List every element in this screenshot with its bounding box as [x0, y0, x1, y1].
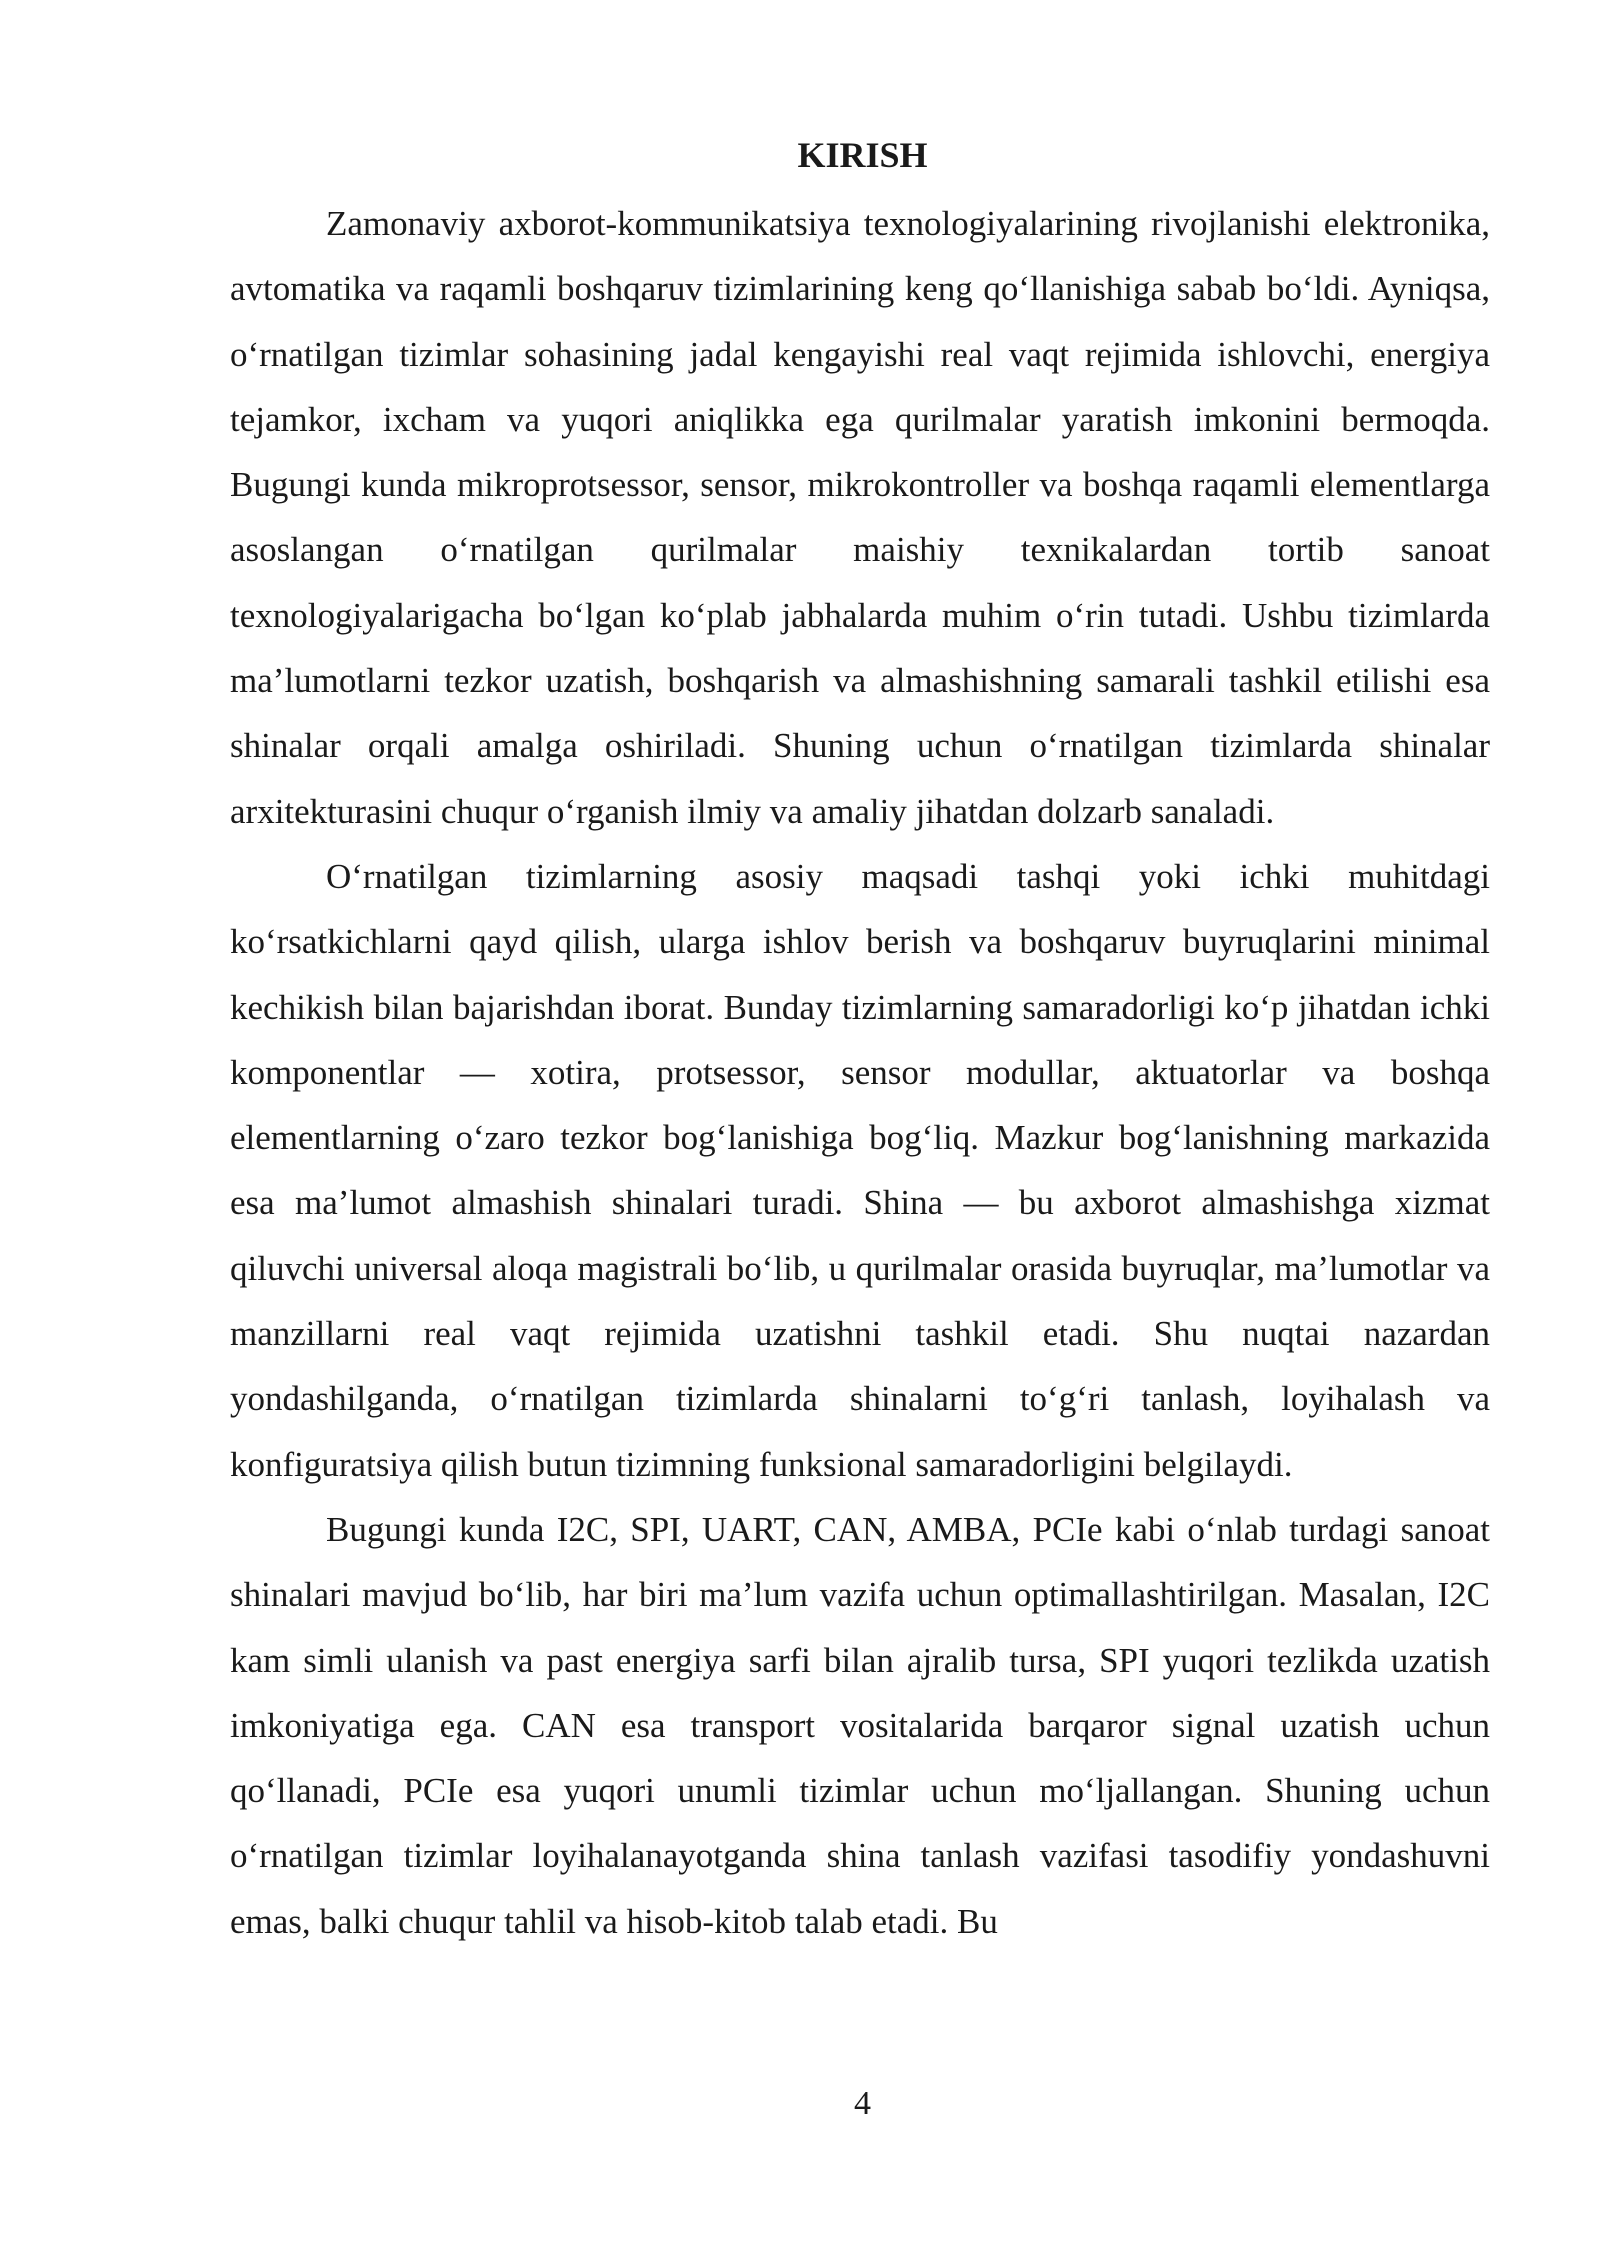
paragraph-2: O‘rnatilgan tizimlarning asosiy maqsadi tashqi yoki ichki muhitdagi ko‘rsatkichlarni qayd qilish, ularga ishlov berish va boshqaruv buyruqlarini minimal kechikish bilan bajarishdan iborat. Bunday tizimlarning samaradorligi ko‘p jihatdan ichki komponentlar — xotira, protsessor, sensor modullar, aktuatorlar va boshqa elementlarning o‘zaro tezkor bog‘lanishiga bog‘liq. Mazkur bog‘lanishning markazida esa ma’lumot almashish shinalari turadi. Shina — bu axborot almashishga xizmat qiluvchi universal aloqa magistrali bo‘lib, u qurilmalar orasida buyruqlar, ma’lumotlar va manzillarni real vaqt rejimida uzatishni tashkil etadi. Shu nuqtai nazardan yondashilganda, o‘rnatilgan tizimlarda shinalarni to‘g‘ri tanlash, loyihalash va konfiguratsiya qilish butun tizimning funksional samaradorligini belgilaydi.	[230, 856, 1490, 1484]
page-number: 4	[854, 2085, 871, 2122]
paragraph-3: Bugungi kunda I2C, SPI, UART, CAN, AMBA, PCIe kabi o‘nlab turdagi sanoat shinalari mavjud bo‘lib, har biri ma’lum vazifa uchun optimallashtirilgan. Masalan, I2C kam simli ulanish va past energiya sarfi bilan ajralib tursa, SPI yuqori tezlikda uzatish imkoniyatiga ega. CAN esa transport vositalarida barqaror signal uzatish uchun qo‘llanadi, PCIe esa yuqori unumli tizimlar uchun mo‘ljallangan. Shuning uchun o‘rnatilgan tizimlar loyihalanayotganda shina tanlash vazifasi tasodifiy yondashuvni emas, balki chuqur tahlil va hisob-kitob talab etadi. Bu	[230, 1509, 1490, 1941]
section-heading: KIRISH	[797, 135, 928, 175]
body-text	[230, 191, 1490, 1954]
paragraph-1: Zamonaviy axborot-kommunikatsiya texnologiyalarining rivojlanishi elektronika, avtomatika va raqamli boshqaruv tizimlarining keng qo‘llanishiga sabab bo‘ldi. Ayniqsa, o‘rnatilgan tizimlar sohasining jadal kengayishi real vaqt rejimida ishlovchi, energiya tejamkor, ixcham va yuqori aniqlikka ega qurilmalar yaratish imkonini bermoqda. Bugungi kunda mikroprotsessor, sensor, mikrokontroller va boshqa raqamli elementlarga asoslangan o‘rnatilgan qurilmalar maishiy texnikalardan tortib sanoat texnologiyalarigacha bo‘lgan ko‘plab jabhalarda muhim o‘rin tutadi. Ushbu tizimlarda ma’lumotlarni tezkor uzatish, boshqarish va almashishning samarali tashkil etilishi esa shinalar orqali amalga oshiriladi. Shuning uchun o‘rnatilgan tizimlarda shinalar arxitekturasini chuqur o‘rganish ilmiy va amaliy jihatdan dolzarb sanaladi.	[230, 204, 1490, 831]
